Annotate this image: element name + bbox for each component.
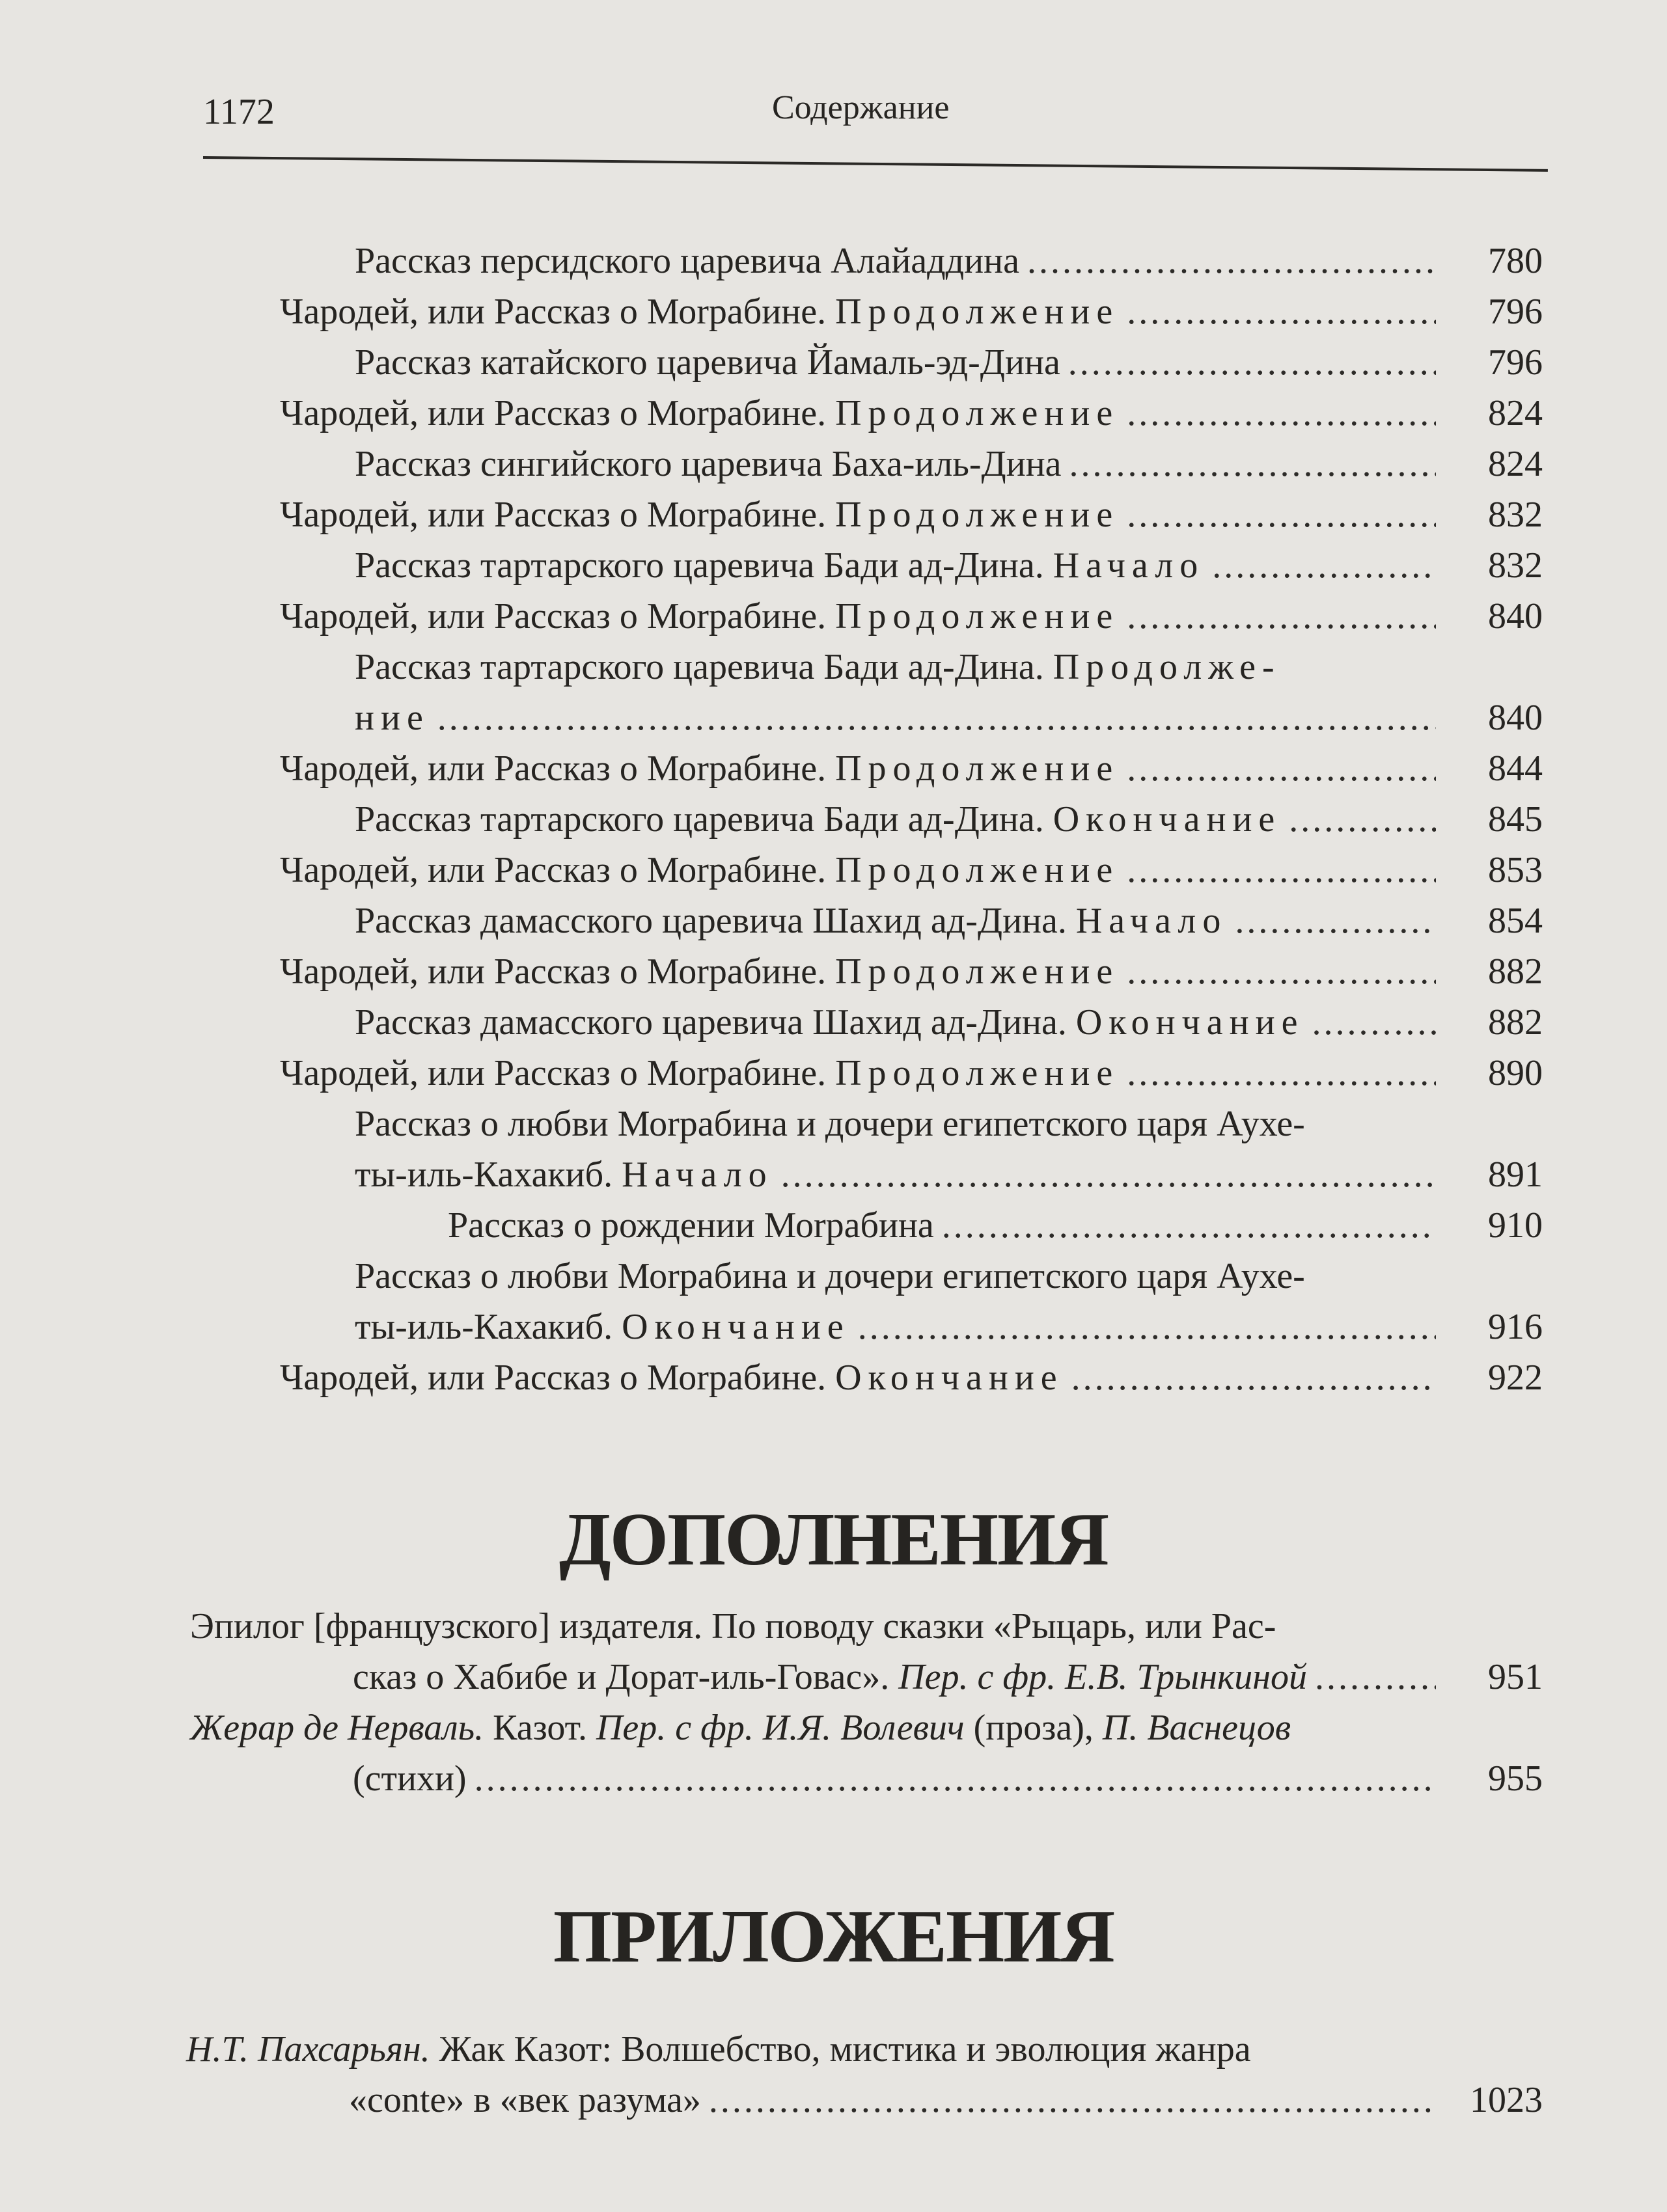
entry-page: 854 xyxy=(1488,901,1543,941)
entry-page: 1023 xyxy=(1470,2080,1543,2120)
entry-page: 853 xyxy=(1488,850,1543,890)
dot-leader xyxy=(1127,286,1436,337)
dot-leader xyxy=(858,1302,1436,1352)
entry-title-continued: сказ о Хабибе и Дорат-иль-Говас». Пер. с фр. Е.В. Трынкиной xyxy=(353,1657,1307,1697)
dot-leader xyxy=(1127,946,1436,997)
dot-leader xyxy=(942,1200,1436,1251)
entry-title: Рассказ дамасского царевича Шахид ад-Дина. Окончание xyxy=(355,1002,1304,1043)
entry-page: 824 xyxy=(1488,393,1543,433)
toc-entry[interactable] xyxy=(280,388,1543,439)
dot-leader xyxy=(1027,236,1436,286)
entry-title: Рассказ катайского царевича Йамаль-эд-Дина xyxy=(355,342,1060,383)
dot-leader xyxy=(1071,1352,1436,1403)
entry-title: Чародей, или Рассказ о Моrрабине. Продолжение xyxy=(280,393,1120,433)
page-number: 1172 xyxy=(203,92,275,132)
dot-leader xyxy=(475,1753,1436,1804)
entry-page: 796 xyxy=(1488,342,1543,383)
entry-page: 780 xyxy=(1488,241,1543,281)
entry-title: Чародей, или Рассказ о Моrрабине. Продолжение xyxy=(280,596,1120,636)
dot-leader xyxy=(1235,895,1436,946)
toc-entry[interactable] xyxy=(190,1601,1543,1702)
entry-title-continued: ты-иль-Кахакиб. Окончание xyxy=(355,1307,850,1347)
toc-entry[interactable] xyxy=(355,236,1543,286)
toc-entry[interactable] xyxy=(186,2024,1543,2125)
entry-page: 955 xyxy=(1488,1758,1543,1799)
entry-page: 951 xyxy=(1488,1657,1543,1697)
entry-title: Рассказ сингийского царевича Баха-иль-Дина xyxy=(355,444,1062,484)
toc-entry[interactable] xyxy=(355,1251,1543,1352)
dot-leader xyxy=(1289,794,1436,845)
toc-entry[interactable] xyxy=(280,591,1543,642)
toc-entry[interactable] xyxy=(280,1352,1543,1403)
entry-page: 796 xyxy=(1488,292,1543,332)
toc-entry[interactable] xyxy=(355,997,1543,1048)
section-heading-additions: ДОПОЛНЕНИЯ xyxy=(559,1498,1108,1581)
toc-entry[interactable] xyxy=(355,794,1543,845)
entry-title: Н.Т. Пахсарьян. Жак Казот: Волшебство, мистика и эволюция жанра xyxy=(186,2029,1251,2069)
dot-leader xyxy=(1127,489,1436,540)
entry-title: Чародей, или Рассказ о Моrрабине. Продолжение xyxy=(280,292,1120,332)
toc-entry[interactable] xyxy=(355,1099,1543,1200)
entry-page: 840 xyxy=(1488,698,1543,738)
entry-title: Чародей, или Рассказ о Моrрабине. Продолжение xyxy=(280,495,1120,535)
entry-page: 890 xyxy=(1488,1053,1543,1093)
entry-title: Эпилог [французского] издателя. По поводу сказки «Рыцарь, или Рас- xyxy=(190,1606,1276,1646)
entry-title: Рассказ тартарского царевича Бади ад-Дина. Окончание xyxy=(355,799,1282,840)
dot-leader xyxy=(1127,1048,1436,1099)
entry-title: Рассказ тартарского царевича Бади ад-Дина. Начало xyxy=(355,545,1205,586)
dot-leader xyxy=(781,1149,1436,1200)
entry-page: 916 xyxy=(1488,1307,1543,1347)
dot-leader xyxy=(1068,337,1436,388)
toc-entry[interactable] xyxy=(280,743,1543,794)
dot-leader xyxy=(1127,845,1436,895)
dot-leader xyxy=(1069,439,1436,489)
entry-title-continued: ты-иль-Кахакиб. Начало xyxy=(355,1154,773,1195)
entry-title-continued: ние xyxy=(355,698,430,738)
toc-entry[interactable] xyxy=(355,540,1543,591)
toc-entry[interactable] xyxy=(280,286,1543,337)
entry-title: Чародей, или Рассказ о Моrрабине. Продолжение xyxy=(280,850,1120,890)
dot-leader xyxy=(1312,997,1436,1048)
entry-page: 882 xyxy=(1488,1002,1543,1043)
section-heading-appendices: ПРИЛОЖЕНИЯ xyxy=(553,1895,1114,1978)
entry-page: 882 xyxy=(1488,951,1543,992)
toc-entry[interactable] xyxy=(448,1200,1543,1251)
toc-entry[interactable] xyxy=(355,439,1543,489)
entry-page: 832 xyxy=(1488,545,1543,586)
entry-title: Жерар де Нерваль. Казот. Пер. с фр. И.Я. Волевич (проза), П. Васнецов xyxy=(190,1708,1291,1748)
entry-title-continued: (стихи) xyxy=(353,1758,467,1799)
toc-entry[interactable] xyxy=(280,1048,1543,1099)
entry-title: Чародей, или Рассказ о Моrрабине. Продолжение xyxy=(280,951,1120,992)
dot-leader xyxy=(1127,388,1436,439)
dot-leader xyxy=(1315,1652,1436,1702)
entry-title: Рассказ о любви Моrрабина и дочери египетского царя Аухе- xyxy=(355,1104,1305,1144)
dot-leader xyxy=(437,692,1436,743)
entry-title-continued: «conte» в «век разума» xyxy=(349,2080,701,2120)
entry-page: 844 xyxy=(1488,748,1543,789)
entry-title: Рассказ персидского царевича Алайаддина xyxy=(355,241,1019,281)
toc-entry[interactable] xyxy=(280,845,1543,895)
entry-title: Чародей, или Рассказ о Моrрабине. Продолжение xyxy=(280,1053,1120,1093)
dot-leader xyxy=(709,2075,1436,2125)
dot-leader xyxy=(1127,743,1436,794)
entry-page: 891 xyxy=(1488,1154,1543,1195)
entry-title: Чародей, или Рассказ о Моrрабине. Продолжение xyxy=(280,748,1120,789)
entry-page: 845 xyxy=(1488,799,1543,840)
entry-page: 832 xyxy=(1488,495,1543,535)
toc-entry[interactable] xyxy=(280,489,1543,540)
entry-page: 910 xyxy=(1488,1205,1543,1246)
toc-entry[interactable] xyxy=(355,642,1543,743)
running-head: Содержание xyxy=(772,89,950,126)
toc-entry[interactable] xyxy=(355,895,1543,946)
entry-title: Рассказ дамасского царевича Шахид ад-Дина. Начало xyxy=(355,901,1228,941)
entry-title: Рассказ о рождении Моrрабина xyxy=(448,1205,934,1246)
dot-leader xyxy=(1212,540,1436,591)
entry-page: 824 xyxy=(1488,444,1543,484)
dot-leader xyxy=(1127,591,1436,642)
toc-entry[interactable] xyxy=(280,946,1543,997)
entry-page: 922 xyxy=(1488,1358,1543,1398)
entry-title: Чародей, или Рассказ о Моrрабине. Окончание xyxy=(280,1358,1064,1398)
entry-title: Рассказ о любви Моrрабина и дочери египетского царя Аухе- xyxy=(355,1256,1305,1296)
header-rule xyxy=(203,156,1548,172)
entry-page: 840 xyxy=(1488,596,1543,636)
toc-entry[interactable] xyxy=(355,337,1543,388)
toc-entry[interactable] xyxy=(190,1702,1543,1804)
entry-title: Рассказ тартарского царевича Бади ад-Дина. Продолже- xyxy=(355,647,1281,687)
